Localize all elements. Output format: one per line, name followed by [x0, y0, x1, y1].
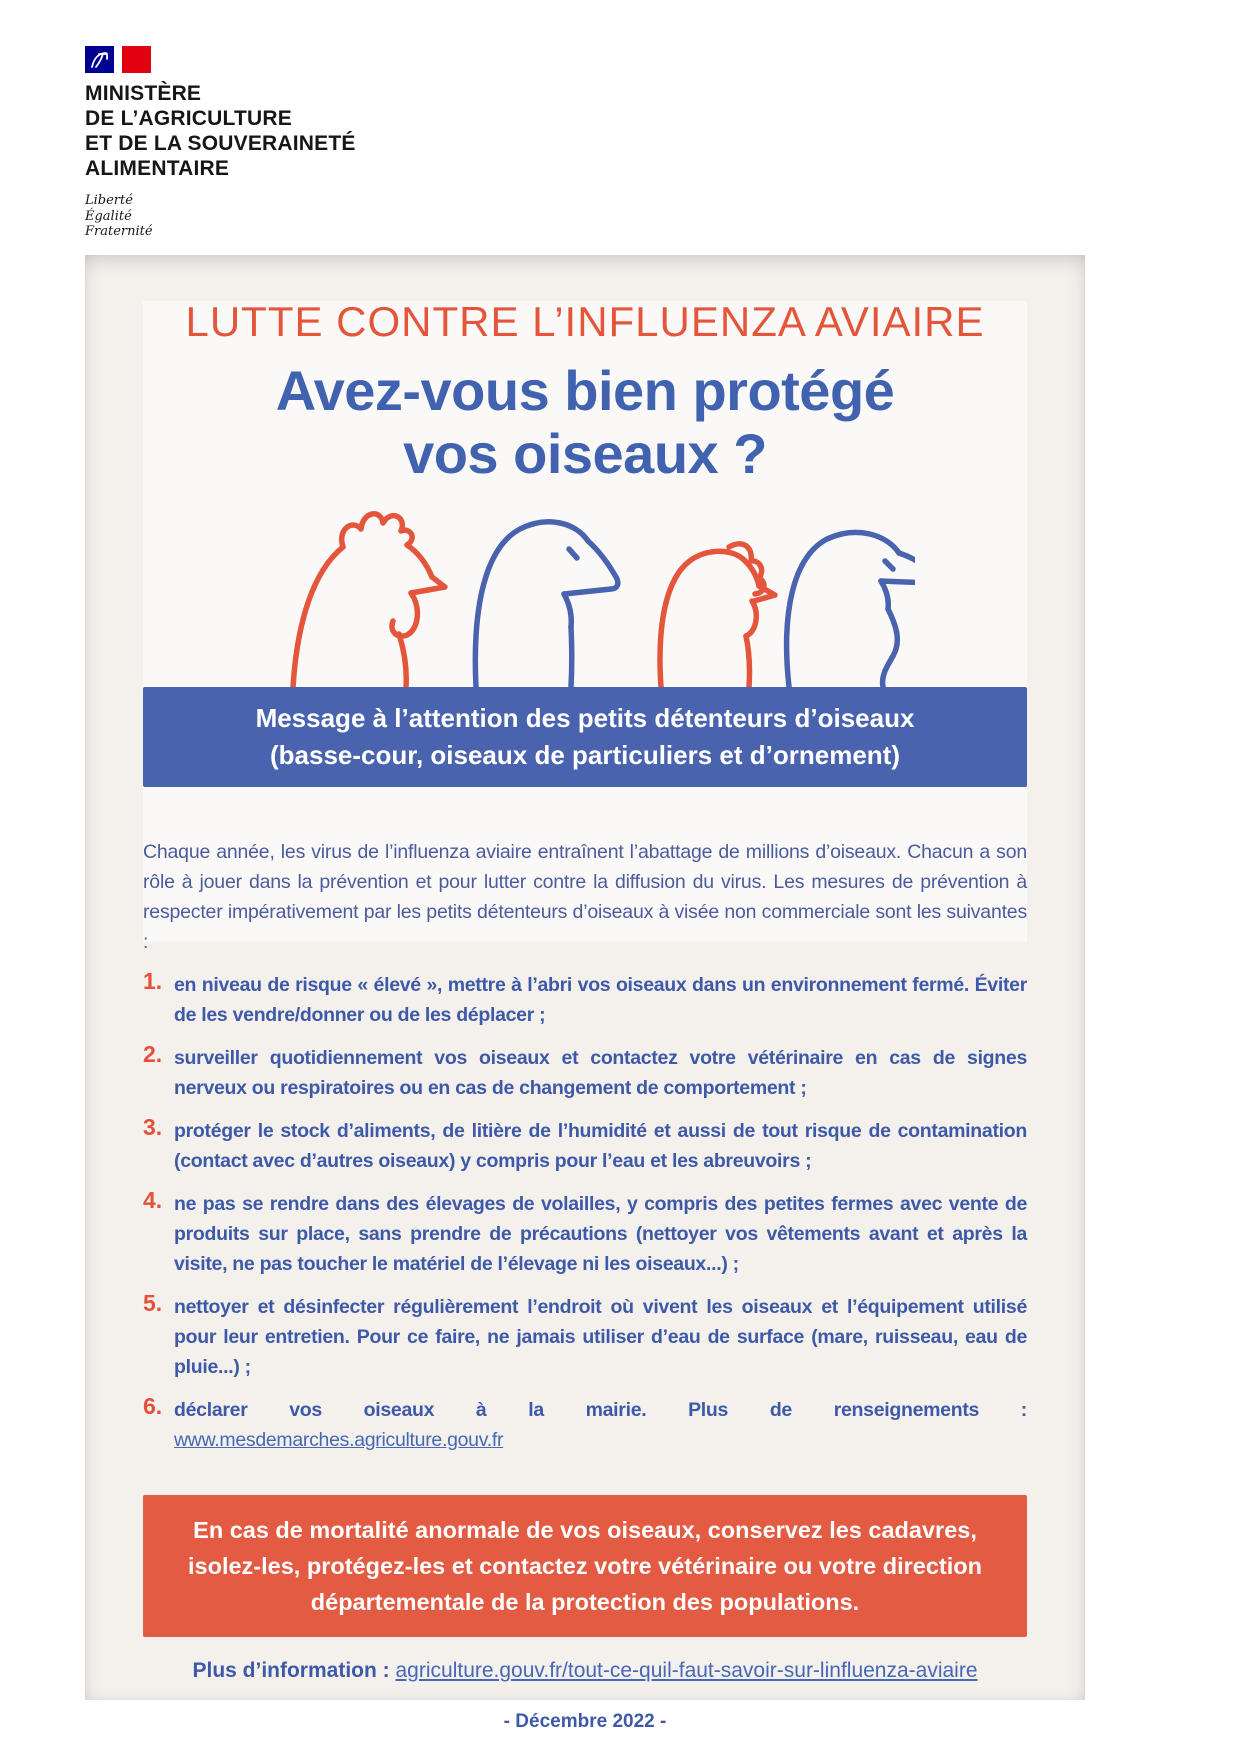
rule-item-2	[143, 1043, 1027, 1103]
mortality-alert-banner: En cas de mortalité anormale de vos oiseaux, conservez les cadavres, isolez-les, protégez-les et contactez votre vétérinaire ou votre direction départementale de la protection des populations.	[143, 1495, 1027, 1637]
rule-text: protéger le stock d’aliments, de litière de l’humidité et aussi de tout risque de contamination (contact avec d’autres oiseaux) y compris pour l’eau et les abreuvoirs ;	[174, 1120, 1027, 1173]
more-info-label: Plus d’information :	[192, 1659, 390, 1683]
ministry-name-line: ALIMENTAIRE	[85, 157, 230, 180]
ministry-name-line: DE L’AGRICULTURE	[85, 107, 292, 130]
kicker-title: LUTTE CONTRE L’INFLUENZA AVIAIRE	[185, 298, 985, 345]
rule-item-1	[143, 970, 1027, 1030]
rule-item-3	[143, 1116, 1027, 1176]
rule-number: 2.	[143, 1041, 163, 1068]
french-flag-icon	[85, 46, 151, 73]
turkey-icon	[660, 544, 775, 687]
rule-text: en niveau de risque « élevé », mettre à l’abri vos oiseaux dans un environnement fermé. Éviter de les vendre/donner ou de les déplacer ;	[174, 974, 1027, 1027]
more-info-line	[143, 1659, 1027, 1683]
rule-number: 1.	[143, 968, 163, 995]
mesdemarches-link[interactable]: www.mesdemarches.agriculture.gouv.fr	[174, 1429, 504, 1452]
rule-text: nettoyer et désinfecter régulièrement l’endroit où vivent les oiseaux et l’équipement utilisé pour leur entretien. Pour ce faire, ne jamais utiliser d’eau de surface (mare, ruisseau, eau de pluie...) ;	[174, 1296, 1027, 1379]
rule-item-5	[143, 1292, 1027, 1382]
rule-number: 3.	[143, 1114, 163, 1141]
audience-banner: Message à l’attention des petits détenteurs d’oiseaux (basse-cour, oiseaux de particuliers et d’ornement)	[143, 687, 1027, 787]
publication-date: - Décembre 2022 -	[503, 1711, 667, 1733]
rules-list	[143, 970, 1027, 1455]
birds-illustration	[255, 487, 915, 687]
ministry-name-line: ET DE LA SOUVERAINETÉ	[85, 132, 356, 155]
ministry-name-line: MINISTÈRE	[85, 82, 202, 105]
goose-icon	[475, 522, 617, 687]
ministry-name	[85, 81, 356, 181]
republic-motto: Liberté Égalité Fraternité	[85, 193, 153, 239]
page-title: Avez-vous bien protégé vos oiseaux ?	[275, 359, 895, 486]
rule-text: déclarer vos oiseaux à la mairie. Plus de renseignements : www.mesdemarches.agriculture.gouv.fr	[174, 1399, 1027, 1452]
rooster-icon	[293, 514, 445, 687]
rule-text: surveiller quotidiennement vos oiseaux et contactez votre vétérinaire en cas de signes nerveux ou respiratoires ou en cas de changement de comportement ;	[174, 1047, 1027, 1100]
rule-number: 5.	[143, 1290, 163, 1317]
intro-paragraph: Chaque année, les virus de l’influenza aviaire entraînent l’abattage de millions d’oiseaux. Chacun a son rôle à jouer dans la prévention et pour lutter contre la diffusion du virus. Les mesures de prévention à respecter impérativement par les petits détenteurs d’oiseaux à visée non commerciale sont les suivantes :	[143, 841, 1027, 954]
rule-text: ne pas se rendre dans des élevages de volailles, y compris des petites fermes avec vente de produits sur place, sans prendre de précautions (nettoyer vos vêtements avant et après la visite, ne pas toucher le matériel de l’élevage ni les oiseaux...) ;	[174, 1193, 1027, 1276]
rule-item-6	[143, 1395, 1027, 1455]
rule-number: 4.	[143, 1187, 163, 1214]
ministry-header	[85, 46, 356, 240]
rule-item-4	[143, 1189, 1027, 1279]
duck-icon	[787, 533, 915, 688]
rule-number: 6.	[143, 1393, 163, 1420]
poster	[85, 255, 1085, 1733]
agriculture-info-link[interactable]: agriculture.gouv.fr/tout-ce-quil-faut-savoir-sur-linfluenza-aviaire	[395, 1659, 978, 1683]
